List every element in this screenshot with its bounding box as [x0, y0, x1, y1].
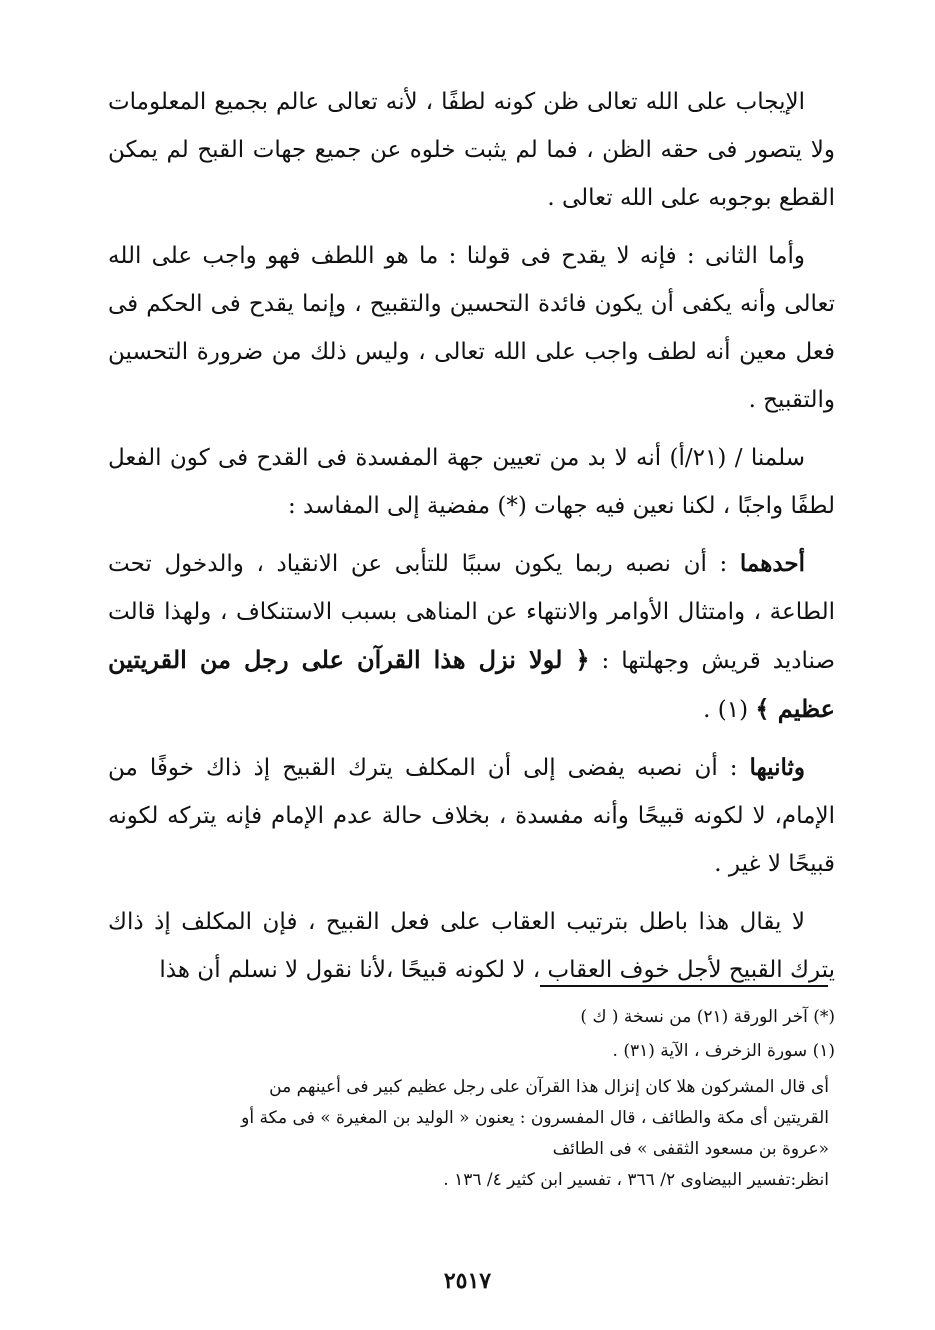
footnote-star: (*) آخر الورقة (٢١) من نسخة ( ك ) — [580, 1007, 835, 1027]
paragraph-1 — [108, 78, 835, 222]
footnote-one: (١) سورة الزخرف ، الآية (٣١) . — [612, 1041, 835, 1061]
paragraph-4 — [108, 540, 835, 734]
paragraph-text: وأما الثانى : فإنه لا يقدح فى قولنا : ما هو اللطف فهو واجب على الله تعالى وأنه يكفى أن يكون فائدة التحسين والتقبيح ، وإنما يقدح فى الحكم فى فعل معين أنه لطف واجب على الله تعالى ، وليس ذلك من ضرورة التحسين والتقبيح . — [108, 243, 835, 413]
paragraph-text: : أن نصبه ربما يكون سببًا للتأبى عن الانقياد ، والدخول تحت الطاعة ، وامتثال الأوامر والانتهاء عن المناهى بسبب الاستنكاف ، ولهذا قالت صناديد قريش وجهلتها : — [108, 551, 835, 674]
paragraph-5 — [108, 744, 835, 888]
paragraph-6 — [108, 898, 835, 994]
footnote-explanation-line: القريتين أى مكة والطائف ، قال المفسرون : يعنون « الوليد بن المغيرة » فى مكة أو — [241, 1108, 829, 1128]
paragraph-text: لا يقال هذا باطل بترتيب العقاب على فعل القبيح ، فإن المكلف إذ ذاك يترك القبيح لأجل خوف العقاب ، لا لكونه قبيحًا ،لأنا نقول لا نسلم أن هذا — [108, 909, 835, 983]
footnote-explanation — [108, 1072, 835, 1196]
paragraph-lead-word: أحدهما — [739, 550, 806, 577]
paragraph-text: سلمنا / (٢١/أ) أنه لا بد من تعيين جهة المفسدة فى القدح فى كون الفعل لطفًا واجبًا ، لكنا نعين فيه جهات (*) مفضية إلى المفاسد : — [108, 445, 835, 519]
paragraph-text: : أن نصبه يفضى إلى أن المكلف يترك القبيح إذ ذاك خوفًا من الإمام، لا لكونه قبيحًا وأنه مفسدة ، بخلاف حالة عدم الإمام فإنه يتركه لكونه قبيحًا لا غير . — [108, 755, 835, 877]
footnote-divider — [540, 985, 828, 987]
paragraph-lead-word: وثانيها — [749, 754, 805, 781]
paragraph-text: الإيجاب على الله تعالى ظن كونه لطفًا ، لأنه تعالى عالم بجميع المعلومات ولا يتصور فى حقه الظن ، فما لم يثبت خلوه عن جميع جهات القبح لم يمكن القطع بوجوبه على الله تعالى . — [108, 89, 835, 211]
paragraph-2 — [108, 232, 835, 424]
footnote-reference: (١) . — [703, 697, 749, 723]
paragraph-3 — [108, 434, 835, 530]
footnote-explanation-line: انظر:تفسير البيضاوى ٢/ ٣٦٦ ، تفسير ابن كثير ٤/ ١٣٦ . — [443, 1170, 829, 1190]
footnotes — [108, 1000, 835, 1196]
main-text — [108, 78, 835, 1004]
footnote-explanation-line: أى قال المشركون هلا كان إنزال هذا القرآن على رجل عظيم كبير فى أعينهم من — [269, 1077, 829, 1097]
page-number: ٢٥١٧ — [443, 1268, 492, 1294]
quran-verse: ﴿ لولا نزل هذا القرآن على رجل من القريتين عظيم ﴾ — [108, 645, 835, 723]
footnote-explanation-line: «عروة بن مسعود الثقفى » فى الطائف — [552, 1139, 829, 1159]
